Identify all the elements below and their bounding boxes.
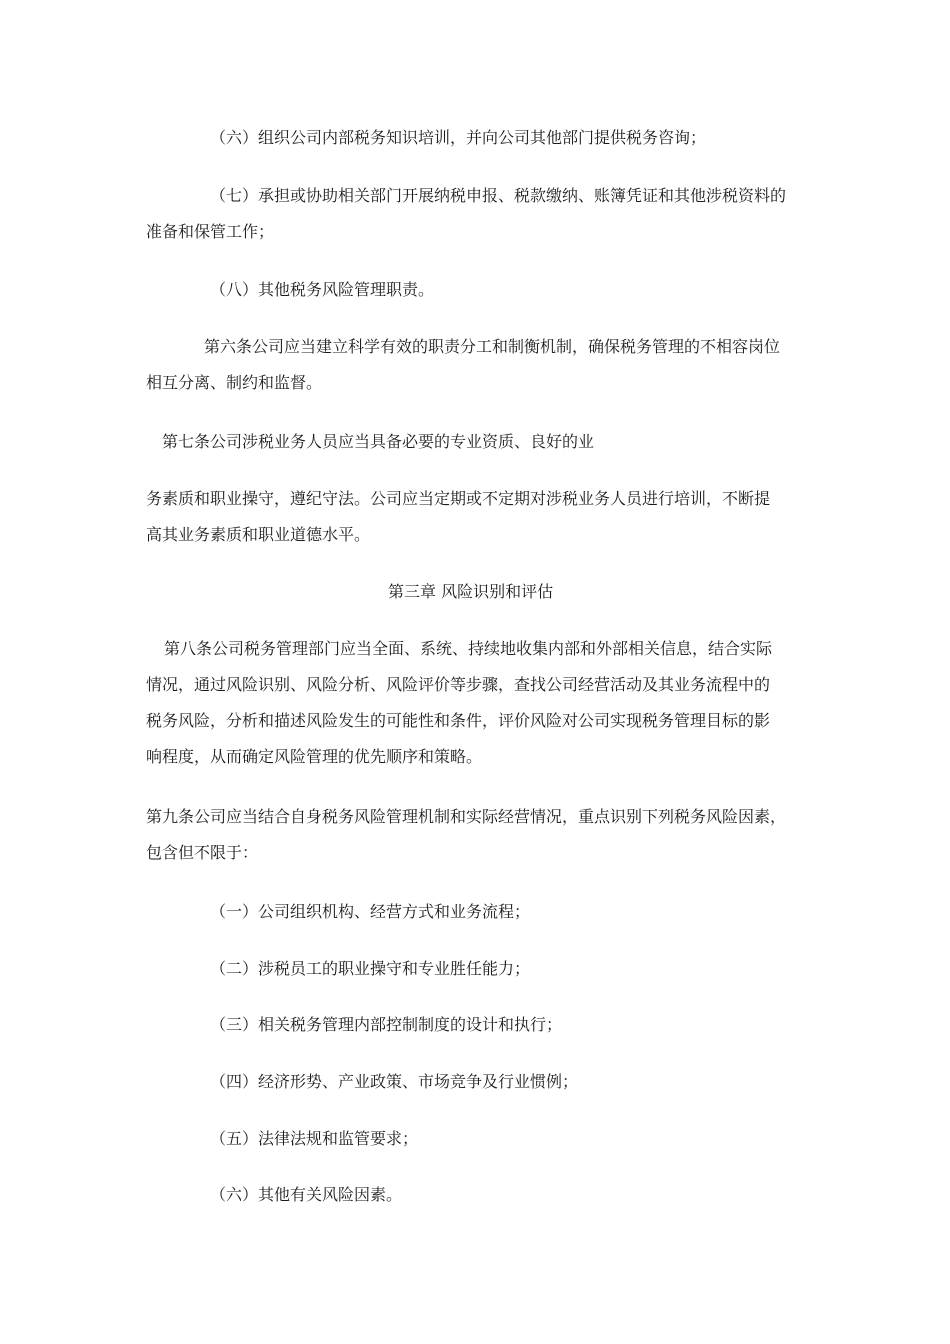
item-eight-line-1: （八）其他税务风险管理职责。 xyxy=(210,280,435,299)
article-8-line-2: 情况，通过风险识别、风险分析、风险评价等步骤，查找公司经营活动及其业务流程中的 xyxy=(146,675,771,694)
factor-3: （三）相关税务管理内部控制制度的设计和执行； xyxy=(210,1015,563,1034)
article-6-line-2: 相互分离、制约和监督。 xyxy=(146,373,323,392)
article-8-line-3: 税务风险，分析和描述风险发生的可能性和条件，评价风险对公司实现税务管理目标的影 xyxy=(146,711,771,730)
factor-6: （六）其他有关风险因素。 xyxy=(210,1185,403,1204)
item-seven-line-1: （七）承担或协助相关部门开展纳税申报、税款缴纳、账簿凭证和其他涉税资料的 xyxy=(210,186,787,205)
article-8-line-1: 第八条公司税务管理部门应当全面、系统、持续地收集内部和外部相关信息，结合实际 xyxy=(164,639,773,658)
chapter-3-title: 第三章 风险识别和评估 xyxy=(388,582,554,601)
article-9-line-2: 包含但不限于： xyxy=(146,843,259,862)
article-7-line-2: 务素质和职业操守，遵纪守法。公司应当定期或不定期对涉税业务人员进行培训，不断提 xyxy=(146,489,771,508)
article-6-line-1: 第六条公司应当建立科学有效的职责分工和制衡机制，确保税务管理的不相容岗位 xyxy=(204,337,781,356)
factor-2: （二）涉税员工的职业操守和专业胜任能力； xyxy=(210,959,531,978)
article-7-line-3: 高其业务素质和职业道德水平。 xyxy=(146,525,371,544)
factor-4: （四）经济形势、产业政策、市场竞争及行业惯例； xyxy=(210,1072,579,1091)
item-seven-line-2: 准备和保管工作； xyxy=(146,222,275,241)
item-six-line-1: （六）组织公司内部税务知识培训，并向公司其他部门提供税务咨询； xyxy=(210,128,707,147)
article-9-line-1: 第九条公司应当结合自身税务风险管理机制和实际经营情况，重点识别下列税务风险因素， xyxy=(146,807,787,826)
article-8-line-4: 响程度，从而确定风险管理的优先顺序和策略。 xyxy=(146,747,483,766)
factor-5: （五）法律法规和监管要求； xyxy=(210,1129,419,1148)
factor-1: （一）公司组织机构、经营方式和业务流程； xyxy=(210,902,531,921)
article-7-line-1: 第七条公司涉税业务人员应当具备必要的专业资质、良好的业 xyxy=(162,432,595,451)
